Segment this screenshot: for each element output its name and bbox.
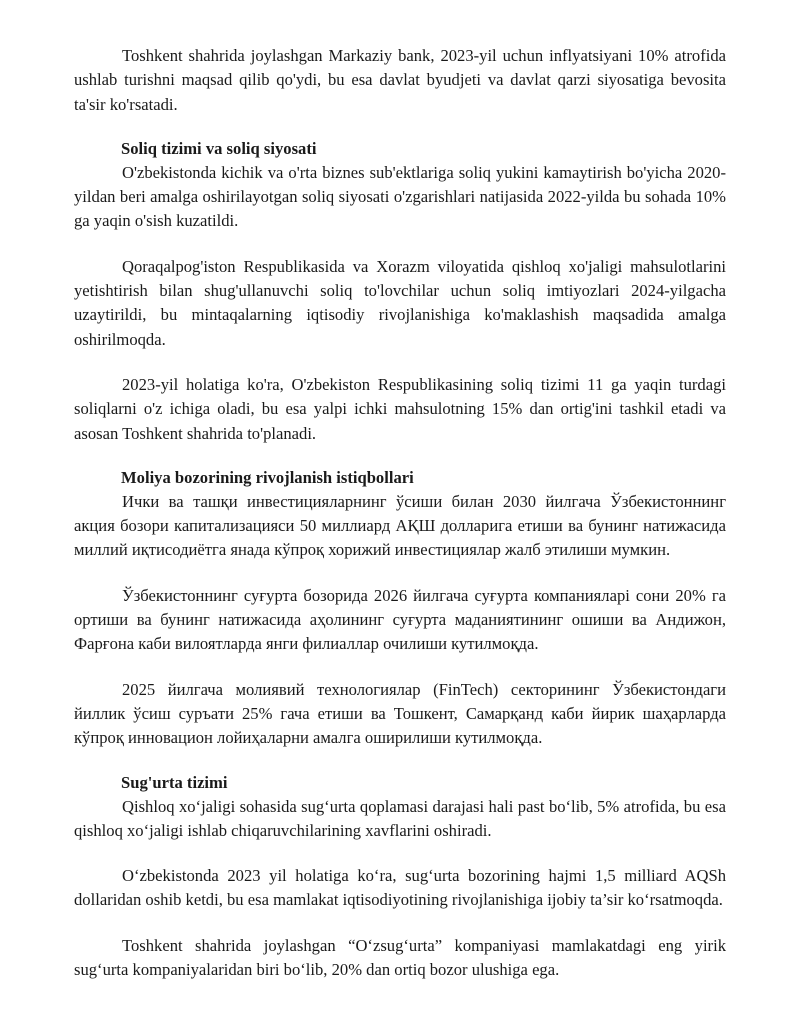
section-heading-insurance-system: Sug'urta tizimi xyxy=(121,772,228,792)
paragraph-uzsugurta-company: Toshkent shahrida joylashgan “O‘zsug‘urta” kompaniyasi mamlakatdagi eng yirik sug‘urta kompaniyalaridan biri bo‘lib, 20% dan ortiq bozor ulushiga ega. xyxy=(74,935,726,980)
paragraph-tax-structure: 2023-yil holatiga ko'ra, O'zbekiston Respublikasining soliq tizimi 11 ga yaqin turdagi soliqlarni o'z ichiga oladi, bu esa yalpi ichki mahsulotning 15% dan ortig'ini tashkil etadi va asosan Toshkent shahrida to'planadi. xyxy=(74,374,726,443)
paragraph-central-bank-inflation: Toshkent shahrida joylashgan Markaziy bank, 2023-yil uchun inflyatsiyani 10% atrofida ushlab turishni maqsad qilib qo'ydi, bu esa davlat byudjeti va davlat qarzi siyosatiga bevosita ta'sir ko'rsatadi. xyxy=(74,46,726,114)
section-heading-tax-system: Soliq tizimi va soliq siyosati xyxy=(121,138,317,158)
paragraph-insurance-companies-growth: Ўзбекистоннинг суғурта бозорида 2026 йилгача суғурта компанияларi сони 20% га ортиши ва бунинг натижасида аҳолининг суғурта маданиятининг ошиши ва Андижон, Фарғона каби вилоятларда янги филиаллар очилиши кутилмоқда. xyxy=(74,585,726,654)
section-heading-financial-market: Moliya bozorining rivojlanish istiqbollari xyxy=(121,467,414,487)
paragraph-regional-tax-benefits: Qoraqalpog'iston Respublikasida va Xorazm viloyatida qishloq xo'jaligi mahsulotlarini yetishtirish bilan shug'ullanuvchi soliq to'lovchilar uchun soliq imtiyozlari 2024-yilgacha uzaytirildi, bu mintaqalarning iqtisodiy rivojlanishiga ko'maklashish maqsadida amalga oshirilmoqda. xyxy=(74,256,726,349)
paragraph-agricultural-insurance: Qishloq xo‘jaligi sohasida sug‘urta qoplamasi darajasi hali past bo‘lib, 5% atrofida, bu esa qishloq xo‘jaligi ishlab chiqaruvchilarining xavflarini oshiradi. xyxy=(74,796,726,840)
paragraph-small-business-tax: O'zbekistonda kichik va o'rta biznes sub'ektlariga soliq yukini kamaytirish bo'yicha 2020-yildan beri amalga oshirilayotgan soliq siyosati o'zgarishlari natijasida 2022-yilda bu sohada 10% ga yaqin o'sish kuzatildi. xyxy=(74,162,726,231)
document-page xyxy=(74,44,726,982)
paragraph-insurance-market-volume: O‘zbekistonda 2023 yil holatiga ko‘ra, sug‘urta bozorining hajmi 1,5 milliard AQSh dollaridan oshib ketdi, bu esa mamlakat iqtisodiyotining rivojlanishiga ijobiy ta’sir ko‘rsatmoqda. xyxy=(74,866,726,910)
paragraph-fintech-growth: 2025 йилгача молиявий технологиялар (FinTech) секторининг Ўзбекистондаги йиллик ўсиш суръати 25% гача етиши ва Тошкент, Самарқанд каби йирик шаҳарларда кўпроқ инновацион лойиҳаларни амалга оширилиши кутилмоқда. xyxy=(74,679,726,748)
paragraph-stock-market-capitalization: Ички ва ташқи инвестицияларнинг ўсиши билан 2030 йилгача Ўзбекистоннинг акция бозори капитализацияси 50 миллиард АҚШ долларига етиши ва бунинг натижасида миллий иқтисодиётга янада кўпроқ хорижий инвестициялар жалб этилиши мумкин. xyxy=(74,491,726,560)
